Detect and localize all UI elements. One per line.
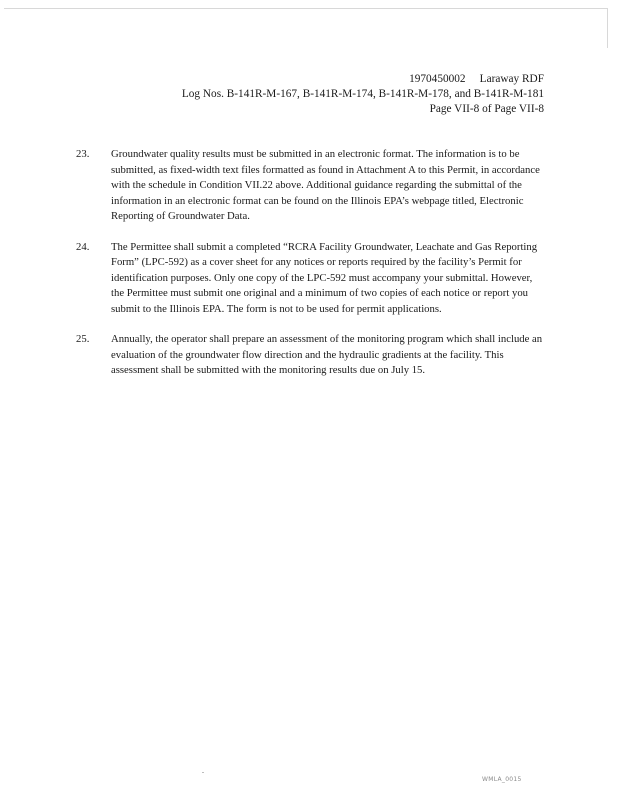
page-header — [182, 72, 544, 117]
log-numbers-line: Log Nos. B-141R-M-167, B-141R-M-174, B-141R-M-178, and B-141R-M-181 — [181, 88, 544, 100]
condition-text: Annually, the operator shall prepare an assessment of the monitoring program which shall include an evaluation of the groundwater flow direction and the hydraulic gradients at the facility. This assessment shall be submitted with the monitoring results due on July 15. — [111, 333, 543, 376]
page-number-line: Page VII-8 of Page VII-8 — [429, 103, 544, 115]
condition-item — [76, 332, 546, 379]
condition-item — [76, 240, 546, 318]
condition-number: 24. — [76, 240, 90, 253]
condition-number: 23. — [76, 148, 90, 160]
scan-edge-top — [4, 8, 608, 9]
condition-number: 25. — [76, 333, 90, 345]
scan-edge-right — [607, 8, 608, 48]
condition-list — [76, 147, 546, 394]
bates-stamp: WMLA_0015 — [482, 776, 522, 783]
scan-speck — [202, 772, 204, 773]
condition-text: The Permittee shall submit a completed “RCRA Facility Groundwater, Leachate and Gas Reporting Form” (LPC-592) as a cover sheet for any notices or reports required by the facility’s Permit for identification purposes. Only one copy of the LPC-592 must accompany your submittal. However, the Permittee must submit one original and a minimum of two copies of each notice or report you submit to the Illinois EPA. The form is not to be used for permit applications. — [111, 240, 538, 315]
facility-id-line: 1970450002 Laraway RDF — [409, 73, 544, 85]
condition-item — [76, 147, 546, 225]
condition-text: Groundwater quality results must be submitted in an electronic format. The information is to be submitted, as fixed-width text files formatted as found in Attachment A to this Permit, in accordance with the schedule in Condition VII.22 above. Additional guidance regarding the submittal of the information in an electronic format can be found on the Illinois EPA’s webpage titled, Electronic Reporting of Groundwater Data. — [111, 148, 540, 222]
